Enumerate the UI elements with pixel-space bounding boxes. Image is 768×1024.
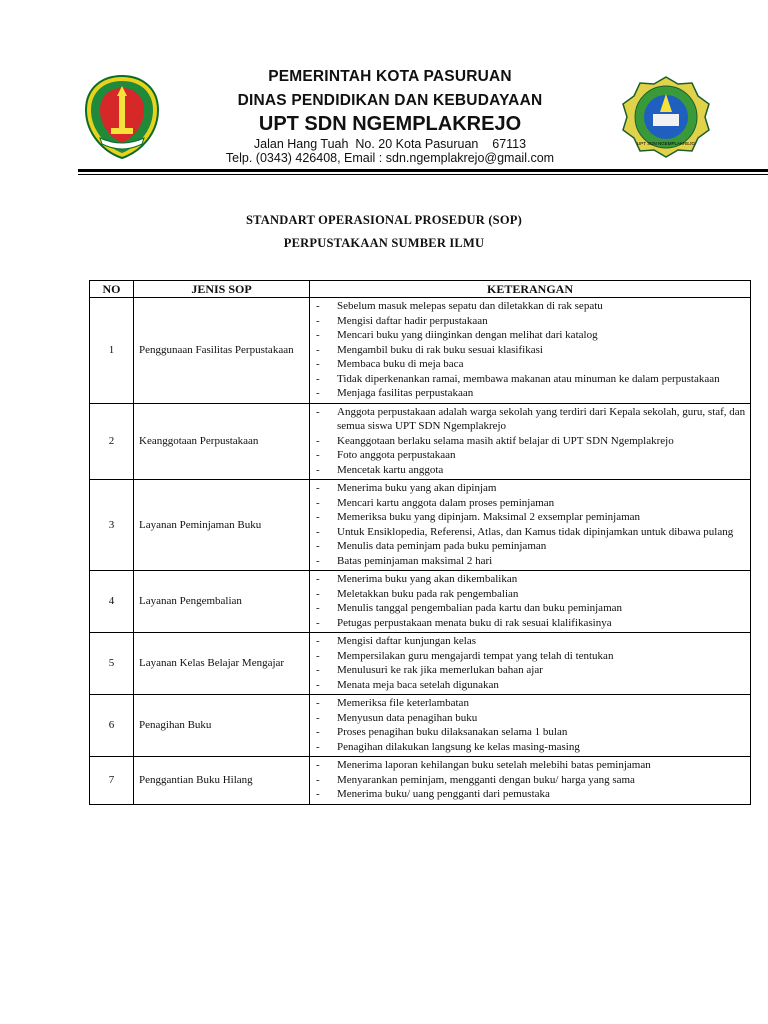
description-item: - Menyusun data penagihan buku: [310, 711, 746, 726]
description-item: - Menulis data peminjam pada buku peminjaman: [310, 539, 746, 554]
description-item: - Mencari buku yang diinginkan dengan melihat dari katalog: [310, 328, 746, 343]
description-item: - Menata meja baca setelah digunakan: [310, 678, 746, 693]
description-item: - Batas peminjaman maksimal 2 hari: [310, 554, 746, 569]
header-government: PEMERINTAH KOTA PASURUAN: [268, 68, 512, 85]
header-contact: Telp. (0343) 426408, Email : sdn.ngemplakrejo@gmail.com: [225, 151, 555, 165]
description-list: [310, 299, 746, 401]
row-description: [310, 695, 751, 757]
row-sop-type: Layanan Kelas Belajar Mengajar: [134, 633, 310, 695]
description-item: - Anggota perpustakaan adalah warga sekolah yang terdiri dari Kepala sekolah, guru, staf, dan semua siswa UPT SDN Ngemplakrejo: [310, 405, 746, 434]
description-item: - Membaca buku di meja baca: [310, 357, 746, 372]
row-number: 2: [90, 403, 134, 480]
description-item: - Menyarankan peminjam, mengganti dengan buku/ harga yang sama: [310, 773, 746, 788]
description-item: - Proses penagihan buku dilaksanakan selama 1 bulan: [310, 725, 746, 740]
description-item: - Penagihan dilakukan langsung ke kelas masing-masing: [310, 740, 746, 755]
row-description: [310, 403, 751, 480]
sop-table-body: [90, 298, 751, 805]
description-item: - Mencetak kartu anggota: [310, 463, 746, 478]
row-description: [310, 633, 751, 695]
description-item: - Memeriksa buku yang dipinjam. Maksimal 2 exsemplar peminjaman: [310, 510, 746, 525]
row-number: 5: [90, 633, 134, 695]
description-item: - Menerima buku yang akan dikembalikan: [310, 572, 746, 587]
description-item: - Memeriksa file keterlambatan: [310, 696, 746, 711]
school-emblem-logo: [620, 74, 712, 160]
row-sop-type: Penggantian Buku Hilang: [134, 757, 310, 805]
row-sop-type: Keanggotaan Perpustakaan: [134, 403, 310, 480]
description-item: - Menulis tanggal pengembalian pada kartu dan buku peminjaman: [310, 601, 746, 616]
description-list: [310, 696, 746, 754]
description-item: - Untuk Ensiklopedia, Referensi, Atlas, dan Kamus tidak dipinjamkan untuk dibawa pulang: [310, 525, 746, 540]
table-row: [90, 571, 751, 633]
table-row: [90, 757, 751, 805]
row-number: 3: [90, 480, 134, 571]
description-item: - Sebelum masuk melepas sepatu dan diletakkan di rak sepatu: [310, 299, 746, 314]
description-item: - Mengambil buku di rak buku sesuai klasifikasi: [310, 343, 746, 358]
school-emblem-text: UPT SDN NGEMPLAKREJO: [637, 141, 695, 146]
row-sop-type: Layanan Pengembalian: [134, 571, 310, 633]
row-sop-type: Penggunaan Fasilitas Perpustakaan: [134, 298, 310, 404]
header-department: DINAS PENDIDIKAN DAN KEBUDAYAAN: [237, 92, 543, 109]
row-description: [310, 571, 751, 633]
description-list: [310, 634, 746, 692]
description-item: - Menerima buku/ uang pengganti dari pemustaka: [310, 787, 746, 802]
row-description: [310, 480, 751, 571]
header-school-name: UPT SDN NGEMPLAKREJO: [258, 113, 522, 135]
document-subtitle: PERPUSTAKAAN SUMBER ILMU: [283, 236, 485, 250]
description-item: - Mempersilakan guru mengajardi tempat yang telah di tentukan: [310, 649, 746, 664]
description-item: - Tidak diperkenankan ramai, membawa makanan atau minuman ke dalam perpustakaan: [310, 372, 746, 387]
description-item: - Menjaga fasilitas perpustakaan: [310, 386, 746, 401]
row-description: [310, 757, 751, 805]
description-item: - Mengisi daftar kunjungan kelas: [310, 634, 746, 649]
document-title: STANDART OPERASIONAL PROSEDUR (SOP): [246, 213, 522, 227]
pasuruan-city-emblem-logo: [84, 74, 160, 160]
table-row: [90, 298, 751, 404]
description-list: [310, 405, 746, 478]
description-list: [310, 572, 746, 630]
description-item: - Menulusuri ke rak jika memerlukan bahan ajar: [310, 663, 746, 678]
row-sop-type: Layanan Peminjaman Buku: [134, 480, 310, 571]
header-rule-thin: [78, 174, 768, 175]
row-sop-type: Penagihan Buku: [134, 695, 310, 757]
description-list: [310, 758, 746, 802]
table-row: [90, 695, 751, 757]
description-item: - Foto anggota perpustakaan: [310, 448, 746, 463]
header-keterangan: KETERANGAN: [310, 281, 751, 298]
row-description: [310, 298, 751, 404]
description-item: - Menerima laporan kehilangan buku setelah melebihi batas peminjaman: [310, 758, 746, 773]
row-number: 7: [90, 757, 134, 805]
row-number: 4: [90, 571, 134, 633]
description-item: - Keanggotaan berlaku selama masih aktif belajar di UPT SDN Ngemplakrejo: [310, 434, 746, 449]
table-row: [90, 403, 751, 480]
description-item: - Meletakkan buku pada rak pengembalian: [310, 587, 746, 602]
table-header-row: [90, 281, 751, 298]
description-item: - Petugas perpustakaan menata buku di rak sesuai klalifikasinya: [310, 616, 746, 631]
row-number: 6: [90, 695, 134, 757]
header-no: NO: [90, 281, 134, 298]
row-number: 1: [90, 298, 134, 404]
description-list: [310, 481, 746, 568]
sop-table: [89, 280, 751, 805]
header-address: Jalan Hang Tuah No. 20 Kota Pasuruan 67113: [253, 137, 527, 151]
description-item: - Mengisi daftar hadir perpustakaan: [310, 314, 746, 329]
header-jenis-sop: JENIS SOP: [134, 281, 310, 298]
table-row: [90, 633, 751, 695]
table-row: [90, 480, 751, 571]
description-item: - Mencari kartu anggota dalam proses peminjaman: [310, 496, 746, 511]
header-rule-thick: [78, 169, 768, 172]
description-item: - Menerima buku yang akan dipinjam: [310, 481, 746, 496]
